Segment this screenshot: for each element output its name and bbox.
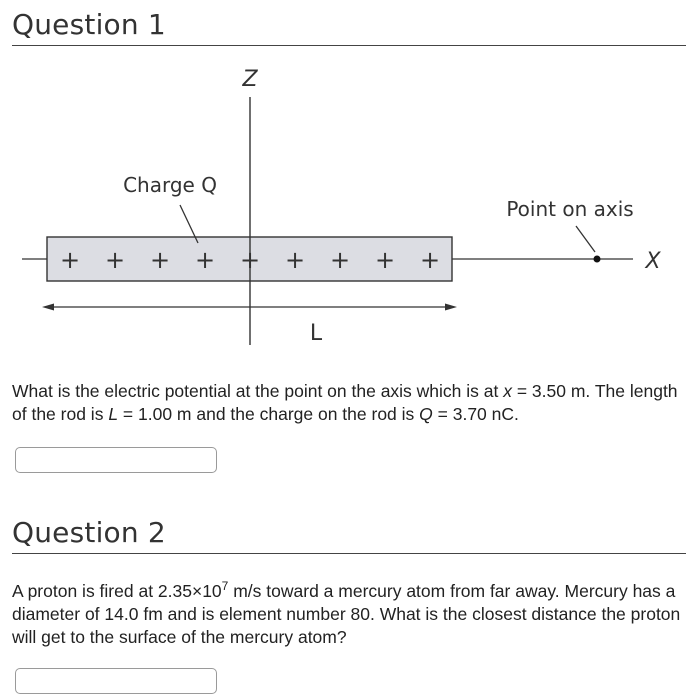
question-2-answer-input[interactable] [15, 668, 217, 694]
plus-sign: + [329, 246, 351, 274]
plus-sign: + [419, 246, 441, 274]
question-1-title: Question 1 [12, 8, 166, 41]
question-1-text-part: What is the electric potential at the point on the axis which is at [12, 381, 504, 401]
question-2-text-part: m/s toward a mercury atom from far away. Mercury has a diameter of 14.0 fm and is element number 80. What is the closest distance the proton will get to the surface of the mercury atom? [12, 581, 681, 647]
plus-sign: + [239, 246, 261, 274]
variable-L: L [108, 404, 119, 424]
point-on-axis-label: Point on axis [506, 197, 634, 221]
question-2-divider [12, 553, 686, 554]
plus-sign: + [284, 246, 306, 274]
length-arrow-right-head [445, 304, 457, 311]
question-1-text [12, 380, 684, 426]
question-2-text-part: A proton is fired at 2.35×10 [12, 581, 222, 601]
z-axis-label: Z [242, 67, 258, 92]
x-axis-label: X [645, 249, 661, 274]
plus-sign: + [59, 246, 81, 274]
exponent: 7 [221, 579, 229, 594]
plus-sign: + [104, 246, 126, 274]
question-1-text-part: = 3.50 m. The length of the rod is [12, 381, 678, 424]
question-2-title: Question 2 [12, 516, 166, 549]
axis-point-marker [594, 256, 601, 263]
plus-sign: + [374, 246, 396, 274]
question-1-text-part: = 1.00 m and the charge on the rod is [118, 404, 420, 424]
charge-label: Charge Q [123, 173, 217, 197]
length-arrow-left-head [42, 304, 54, 311]
plus-sign: + [194, 246, 216, 274]
variable-Q: Q [419, 404, 433, 424]
variable-x: x [503, 381, 512, 401]
question-1-answer-input[interactable] [15, 447, 217, 473]
plus-sign: + [149, 246, 171, 274]
question-2-text [12, 580, 684, 649]
point-pointer-line [576, 226, 595, 252]
question-1-text-part: = 3.70 nC. [432, 404, 519, 424]
length-label: L [309, 321, 323, 346]
